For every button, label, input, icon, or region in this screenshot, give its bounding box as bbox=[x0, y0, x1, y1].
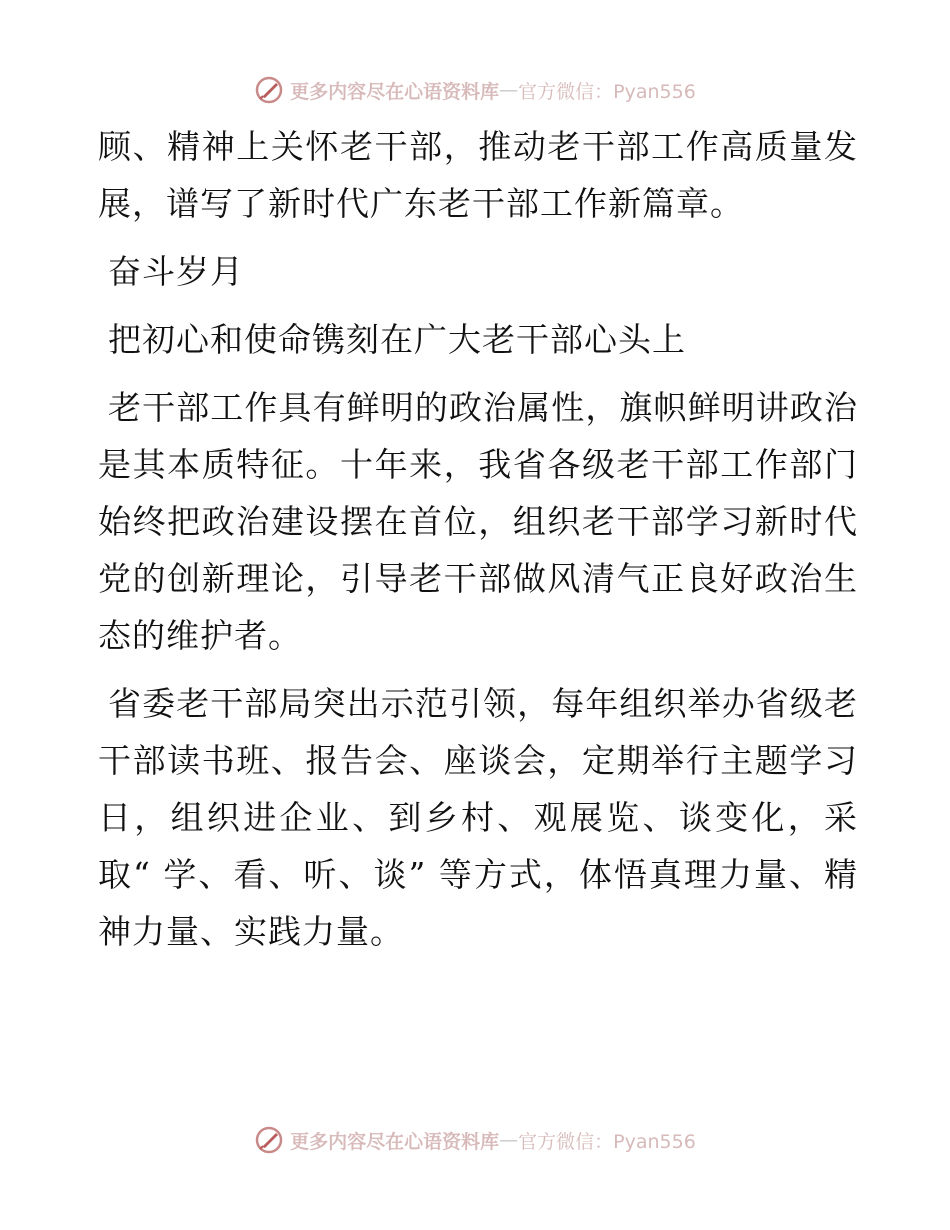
watermark-text: 更多内容尽在心语资料库 bbox=[290, 1130, 500, 1153]
header-watermark bbox=[0, 70, 950, 110]
paragraph-continuation: 顾、精神上关怀老干部，推动老干部工作高质量发展，谱写了新时代广东老干部工作新篇章。 bbox=[98, 127, 858, 223]
quill-circle-logo-icon bbox=[254, 75, 284, 105]
section-subheading: 把初心和使命镌刻在广大老干部心头上 bbox=[108, 320, 686, 359]
paragraph-demonstration: 省委老干部局突出示范引领，每年组织举办省级老干部读书班、报告会、座谈会，定期举行主题学习日，组织进企业、到乡村、观展览、谈变化，采取“ 学、看、听、谈” 等方式，体悟真理力量、精神力量、实践力量。 bbox=[98, 684, 858, 951]
watermark-contact: 官方微信：Pyan556 bbox=[518, 80, 696, 103]
watermark-separator: — bbox=[499, 79, 519, 101]
quill-circle-logo-icon bbox=[254, 1125, 284, 1155]
watermark-contact: 官方微信：Pyan556 bbox=[518, 1130, 696, 1153]
watermark-separator: — bbox=[499, 1129, 519, 1151]
footer-watermark bbox=[0, 1120, 950, 1160]
paragraph-political-attribute: 老干部工作具有鲜明的政治属性，旗帜鲜明讲政治是其本质特征。十年来，我省各级老干部工作部门始终把政治建设摆在首位，组织老干部学习新时代党的创新理论，引导老干部做风清气正良好政治生态的维护者。 bbox=[98, 388, 858, 655]
document-body bbox=[98, 118, 858, 971]
watermark-text: 更多内容尽在心语资料库 bbox=[290, 80, 500, 103]
section-heading: 奋斗岁月 bbox=[108, 252, 244, 291]
